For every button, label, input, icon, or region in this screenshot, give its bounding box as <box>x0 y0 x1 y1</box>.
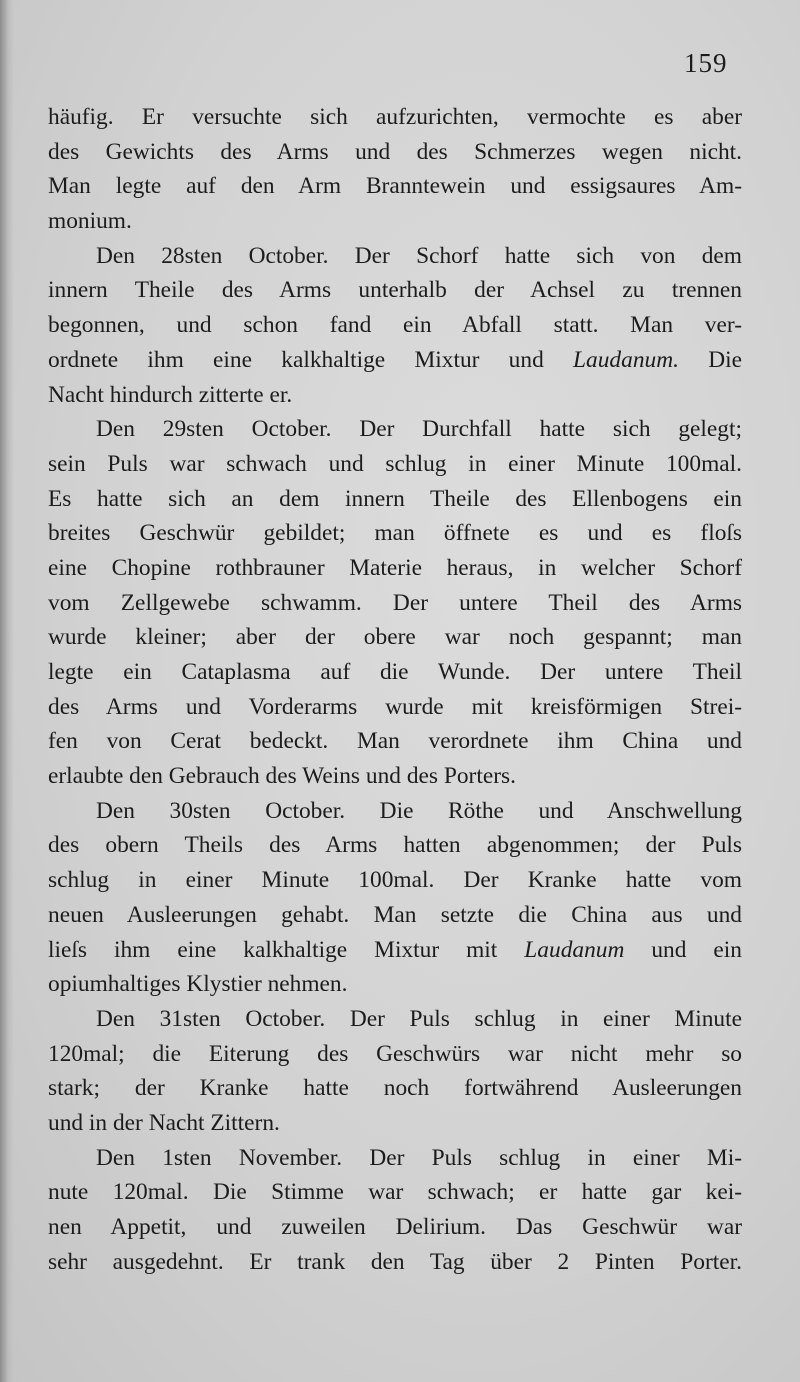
text-line: monium. <box>48 208 132 235</box>
text-line: häufig. Er versuchte sich aufzurichten, vermochte es aber <box>48 104 742 130</box>
text-line: wurde kleiner; aber der obere war noch gespannt; man <box>48 624 742 651</box>
text-line: Es hatte sich an dem innern Theile des Ellenbogens ein <box>48 485 742 512</box>
text-line: innern Theile des Arms unterhalb der Achsel zu trennen <box>48 277 742 304</box>
text-line: Den 31sten October. Der Puls schlug in einer Minute <box>96 1005 742 1032</box>
text-line: sehr ausgedehnt. Er trank den Tag über 2 Pinten Porter. <box>48 1248 742 1275</box>
text-run: und ein <box>624 936 742 963</box>
text-line: eine Chopine rothbrauner Materie heraus, in welcher Schorf <box>48 554 742 581</box>
text-line: Den 29sten October. Der Durchfall hatte sich gelegt; <box>96 416 742 443</box>
text-line: opiumhaltiges Klystier nehmen. <box>48 971 348 998</box>
text-line: begonnen, und schon fand ein Abfall statt. Man ver- <box>48 312 742 339</box>
text-line: nen Appetit, und zuweilen Delirium. Das Geschwür war <box>48 1214 742 1240</box>
text-line: des Arms und Vorderarms wurde mit kreisförmigen Strei- <box>48 693 742 720</box>
page-number: 159 <box>684 48 728 78</box>
text-line: des Gewichts des Arms und des Schmerzes wegen nicht. <box>48 138 742 165</box>
text-line: sein Puls war schwach und schlug in einer Minute 100mal. <box>48 450 742 477</box>
text-line: breites Geschwür gebildet; man öffnete es und es floſs <box>48 520 742 547</box>
text-line: erlaubte den Gebrauch des Weins und des Porters. <box>48 763 516 790</box>
text-line: 120mal; die Eiterung des Geschwürs war nicht mehr so <box>48 1040 742 1067</box>
italic-term: Laudanum. <box>573 346 679 373</box>
text-run: ordnete ihm eine kalkhaltige Mixtur und <box>48 346 574 373</box>
text-line: und in der Nacht Zittern. <box>48 1109 280 1136</box>
text-line: Nacht hindurch zitterte er. <box>48 381 293 408</box>
text-line: nute 120mal. Die Stimme war schwach; er hatte gar kei- <box>48 1179 742 1206</box>
text-line: Man legte auf den Arm Branntewein und essigsaures Am- <box>48 173 742 200</box>
text-line: schlug in einer Minute 100mal. Der Kranke hatte vom <box>48 867 742 894</box>
text-run: Die <box>678 346 742 373</box>
text-line: des obern Theils des Arms hatten abgenommen; der Puls <box>48 832 742 859</box>
text-line: vom Zellgewebe schwamm. Der untere Theil des Arms <box>48 589 742 616</box>
body-text <box>48 100 742 1279</box>
text-line <box>48 343 742 378</box>
text-line: neuen Ausleerungen gehabt. Man setzte die China aus und <box>48 901 742 928</box>
text-line <box>48 933 742 968</box>
text-line: Den 30sten October. Die Röthe und Anschwellung <box>96 797 742 824</box>
text-line: legte ein Cataplasma auf die Wunde. Der untere Theil <box>48 659 742 685</box>
text-line: Den 1sten November. Der Puls schlug in einer Mi- <box>96 1144 742 1171</box>
page-gutter-shadow <box>0 0 14 1382</box>
text-line: stark; der Kranke hatte noch fortwährend Ausleerungen <box>48 1075 742 1102</box>
text-line: fen von Cerat bedeckt. Man verordnete ihm China und <box>48 728 742 755</box>
text-run: lieſs ihm eine kalkhaltige Mixtur mit <box>48 936 525 963</box>
italic-term: Laudanum <box>524 936 625 963</box>
text-line: Den 28sten October. Der Schorf hatte sich von dem <box>96 242 742 269</box>
